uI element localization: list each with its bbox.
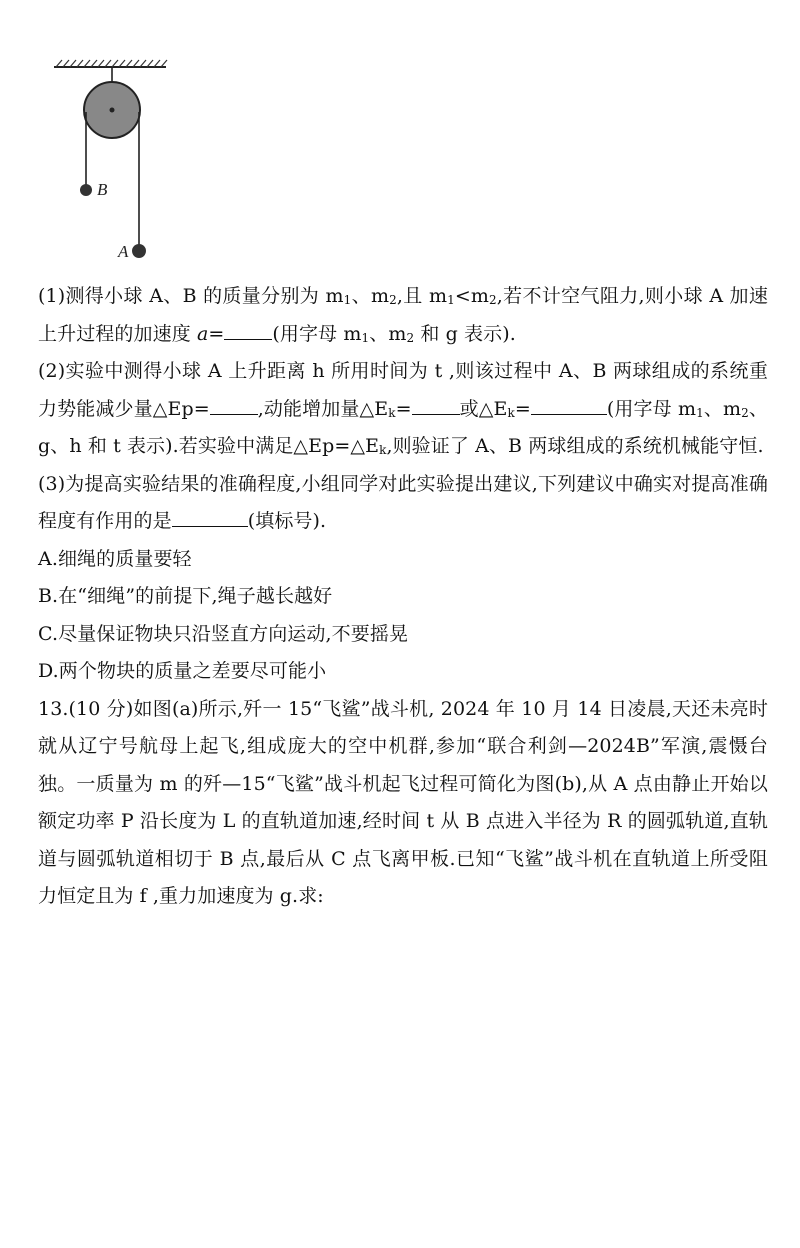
question-1: (1)测得小球 A、B 的质量分别为 $m_1$、$m_2$,且 $m_1<m_2$,若不计空气阻力,则小球 A 加速上升过程的加速度 a= (用字母 $m_1$、$m_2$ 和 g 表示).	[38, 285, 768, 345]
answer-blank-3[interactable]	[412, 395, 460, 415]
option-d: D.两个物块的质量之差要尽可能小	[38, 660, 327, 682]
answer-blank-2[interactable]	[210, 395, 258, 415]
label-a: A	[118, 242, 129, 261]
question-text	[38, 278, 768, 916]
option-c: C.尽量保证物块只沿竖直方向运动,不要摇晃	[38, 622, 409, 645]
answer-blank-1[interactable]	[224, 320, 272, 340]
label-b: B	[97, 180, 108, 199]
option-b: B.在“细绳”的前提下,绳子越长越好	[38, 585, 333, 607]
pulley-figure	[40, 48, 180, 270]
ball-a	[132, 244, 146, 258]
pulley-axle	[110, 108, 115, 113]
option-a: A.细绳的质量要轻	[38, 547, 192, 570]
ceiling-hatch	[54, 60, 167, 67]
ball-b	[80, 184, 92, 196]
answer-blank-5[interactable]	[172, 507, 248, 527]
question-2: (2)实验中测得小球 A 上升距离 h 所用时间为 t ,则该过程中 A、B 两球组成的系统重力势能减少量△Ep= ,动能增加量$\triangle E_k=$ 或$\triangle E_k=$ (用字母 $m_1$、$m_2$、g、h 和 t 表示).若实验中满足$\triangle Ep=\triangle E_k$,则验证了 A、B 两球组成的系统机械能守恒.	[38, 360, 768, 457]
question-13: 13.(10 分)如图(a)所示,歼一 15“飞鲨”战斗机, 2024 年 10 月 14 日凌晨,天还未亮时就从辽宁号航母上起飞,组成庞大的空中机群,参加“联合利剑—2024B”军演,震慑台独。一质量为 m 的歼—15“飞鲨”战斗机起飞过程可简化为图(b),从 A 点由静止开始以额定功率 P 沿长度为 L 的直轨道加速,经时间 t 从 B 点进入半径为 R 的圆弧轨道,直轨道与圆弧轨道相切于 B 点,最后从 C 点飞离甲板.已知“飞鲨”战斗机在直轨道上所受阻力恒定且为 f ,重力加速度为 g.求:	[38, 697, 768, 907]
answer-blank-4[interactable]	[531, 395, 607, 415]
question-3: (3)为提高实验结果的准确程度,小组同学对此实验提出建议,下列建议中确实对提高准确程度有作用的是 (填标号).	[38, 472, 768, 532]
pulley-diagram	[40, 48, 180, 270]
